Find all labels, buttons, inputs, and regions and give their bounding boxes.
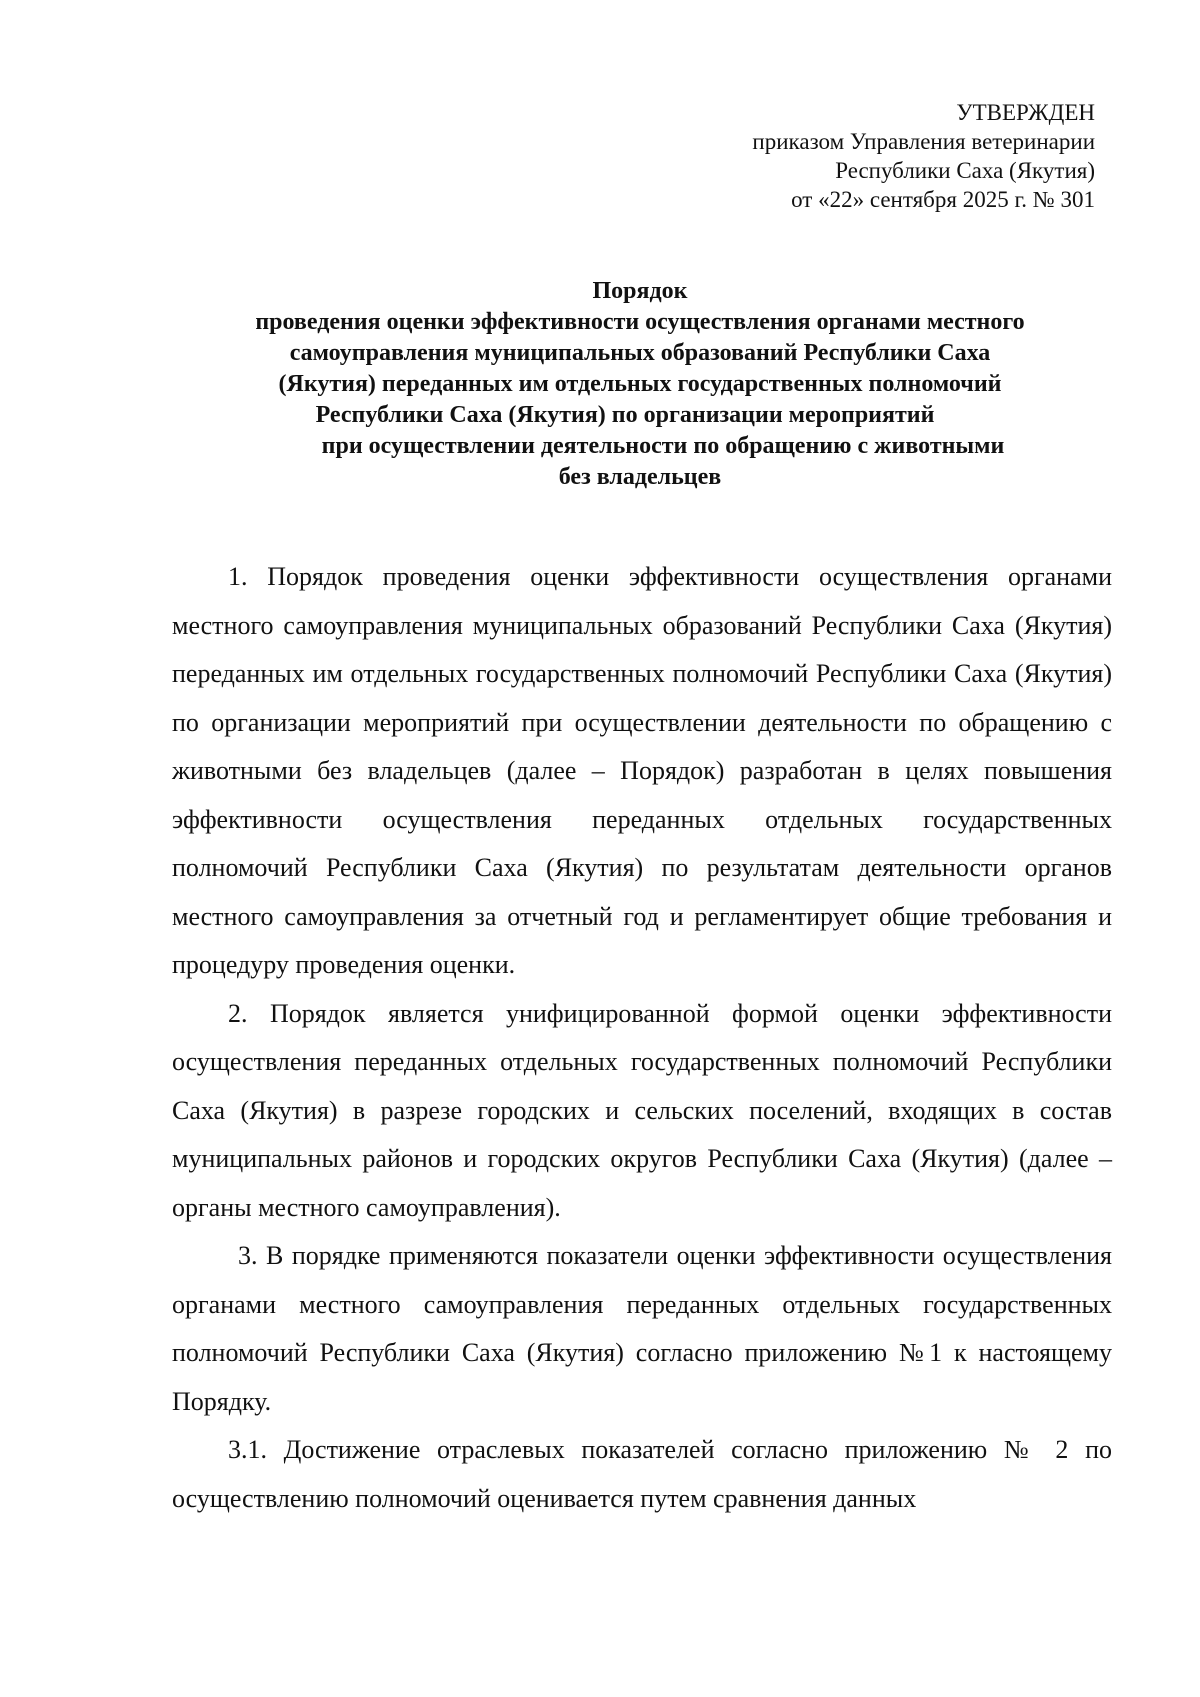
title-line-1: Порядок <box>592 278 688 304</box>
title-line-3: самоуправления муниципальных образований Республики Саха <box>289 340 991 366</box>
approval-heading: УТВЕРЖДЕН <box>956 100 1095 125</box>
paragraph-2: 2. Порядок является унифицированной формой оценки эффективности осуществления переданных отдельных государственных полномочий Республики Саха (Якутия) в разрезе городских и сельских поселений, входящих в состав муниципальных районов и городских округов Республики Саха (Якутия) (далее – органы местного самоуправления). <box>172 998 1112 1222</box>
document-title <box>160 276 1190 493</box>
title-line-4: (Якутия) переданных им отдельных государственных полномочий <box>278 371 1002 397</box>
paragraph-3: 3. В порядке применяются показатели оценки эффективности осуществления органами местного самоуправления переданных отдельных государственных полномочий Республики Саха (Якутия) согласно приложению №1 к настоящему Порядку. <box>172 1241 1112 1416</box>
title-line-5: Республики Саха (Якутия) по организации мероприятий <box>315 402 935 428</box>
approval-order-line: приказом Управления ветеринарии <box>752 129 1095 154</box>
document-body <box>172 553 1112 1523</box>
approval-republic-line: Республики Саха (Якутия) <box>835 158 1095 183</box>
paragraph-3-1: 3.1. Достижение отраслевых показателей согласно приложению № 2 по осуществлению полномочий оценивается путем сравнения данных <box>172 1435 1112 1513</box>
approval-date-number: от «22» сентября 2025 г. № 301 <box>791 187 1095 212</box>
approval-stamp <box>575 98 1095 214</box>
paragraph-1: 1. Порядок проведения оценки эффективности осуществления органами местного самоуправления муниципальных образований Республики Саха (Якутия) переданных им отдельных государственных полномочий Республики Саха (Якутия) по организации мероприятий при осуществлении деятельности по обращению с животными без владельцев (далее – Порядок) разработан в целях повышения эффективности осуществления переданных отдельных государственных полномочий Республики Саха (Якутия) по результатам деятельности органов местного самоуправления за отчетный год и регламентирует общие требования и процедуру проведения оценки. <box>172 562 1112 979</box>
title-line-7: без владельцев <box>558 464 722 490</box>
title-line-6: при осуществлении деятельности по обращению с животными <box>321 433 1005 459</box>
title-line-2: проведения оценки эффективности осуществления органами местного <box>255 309 1025 335</box>
